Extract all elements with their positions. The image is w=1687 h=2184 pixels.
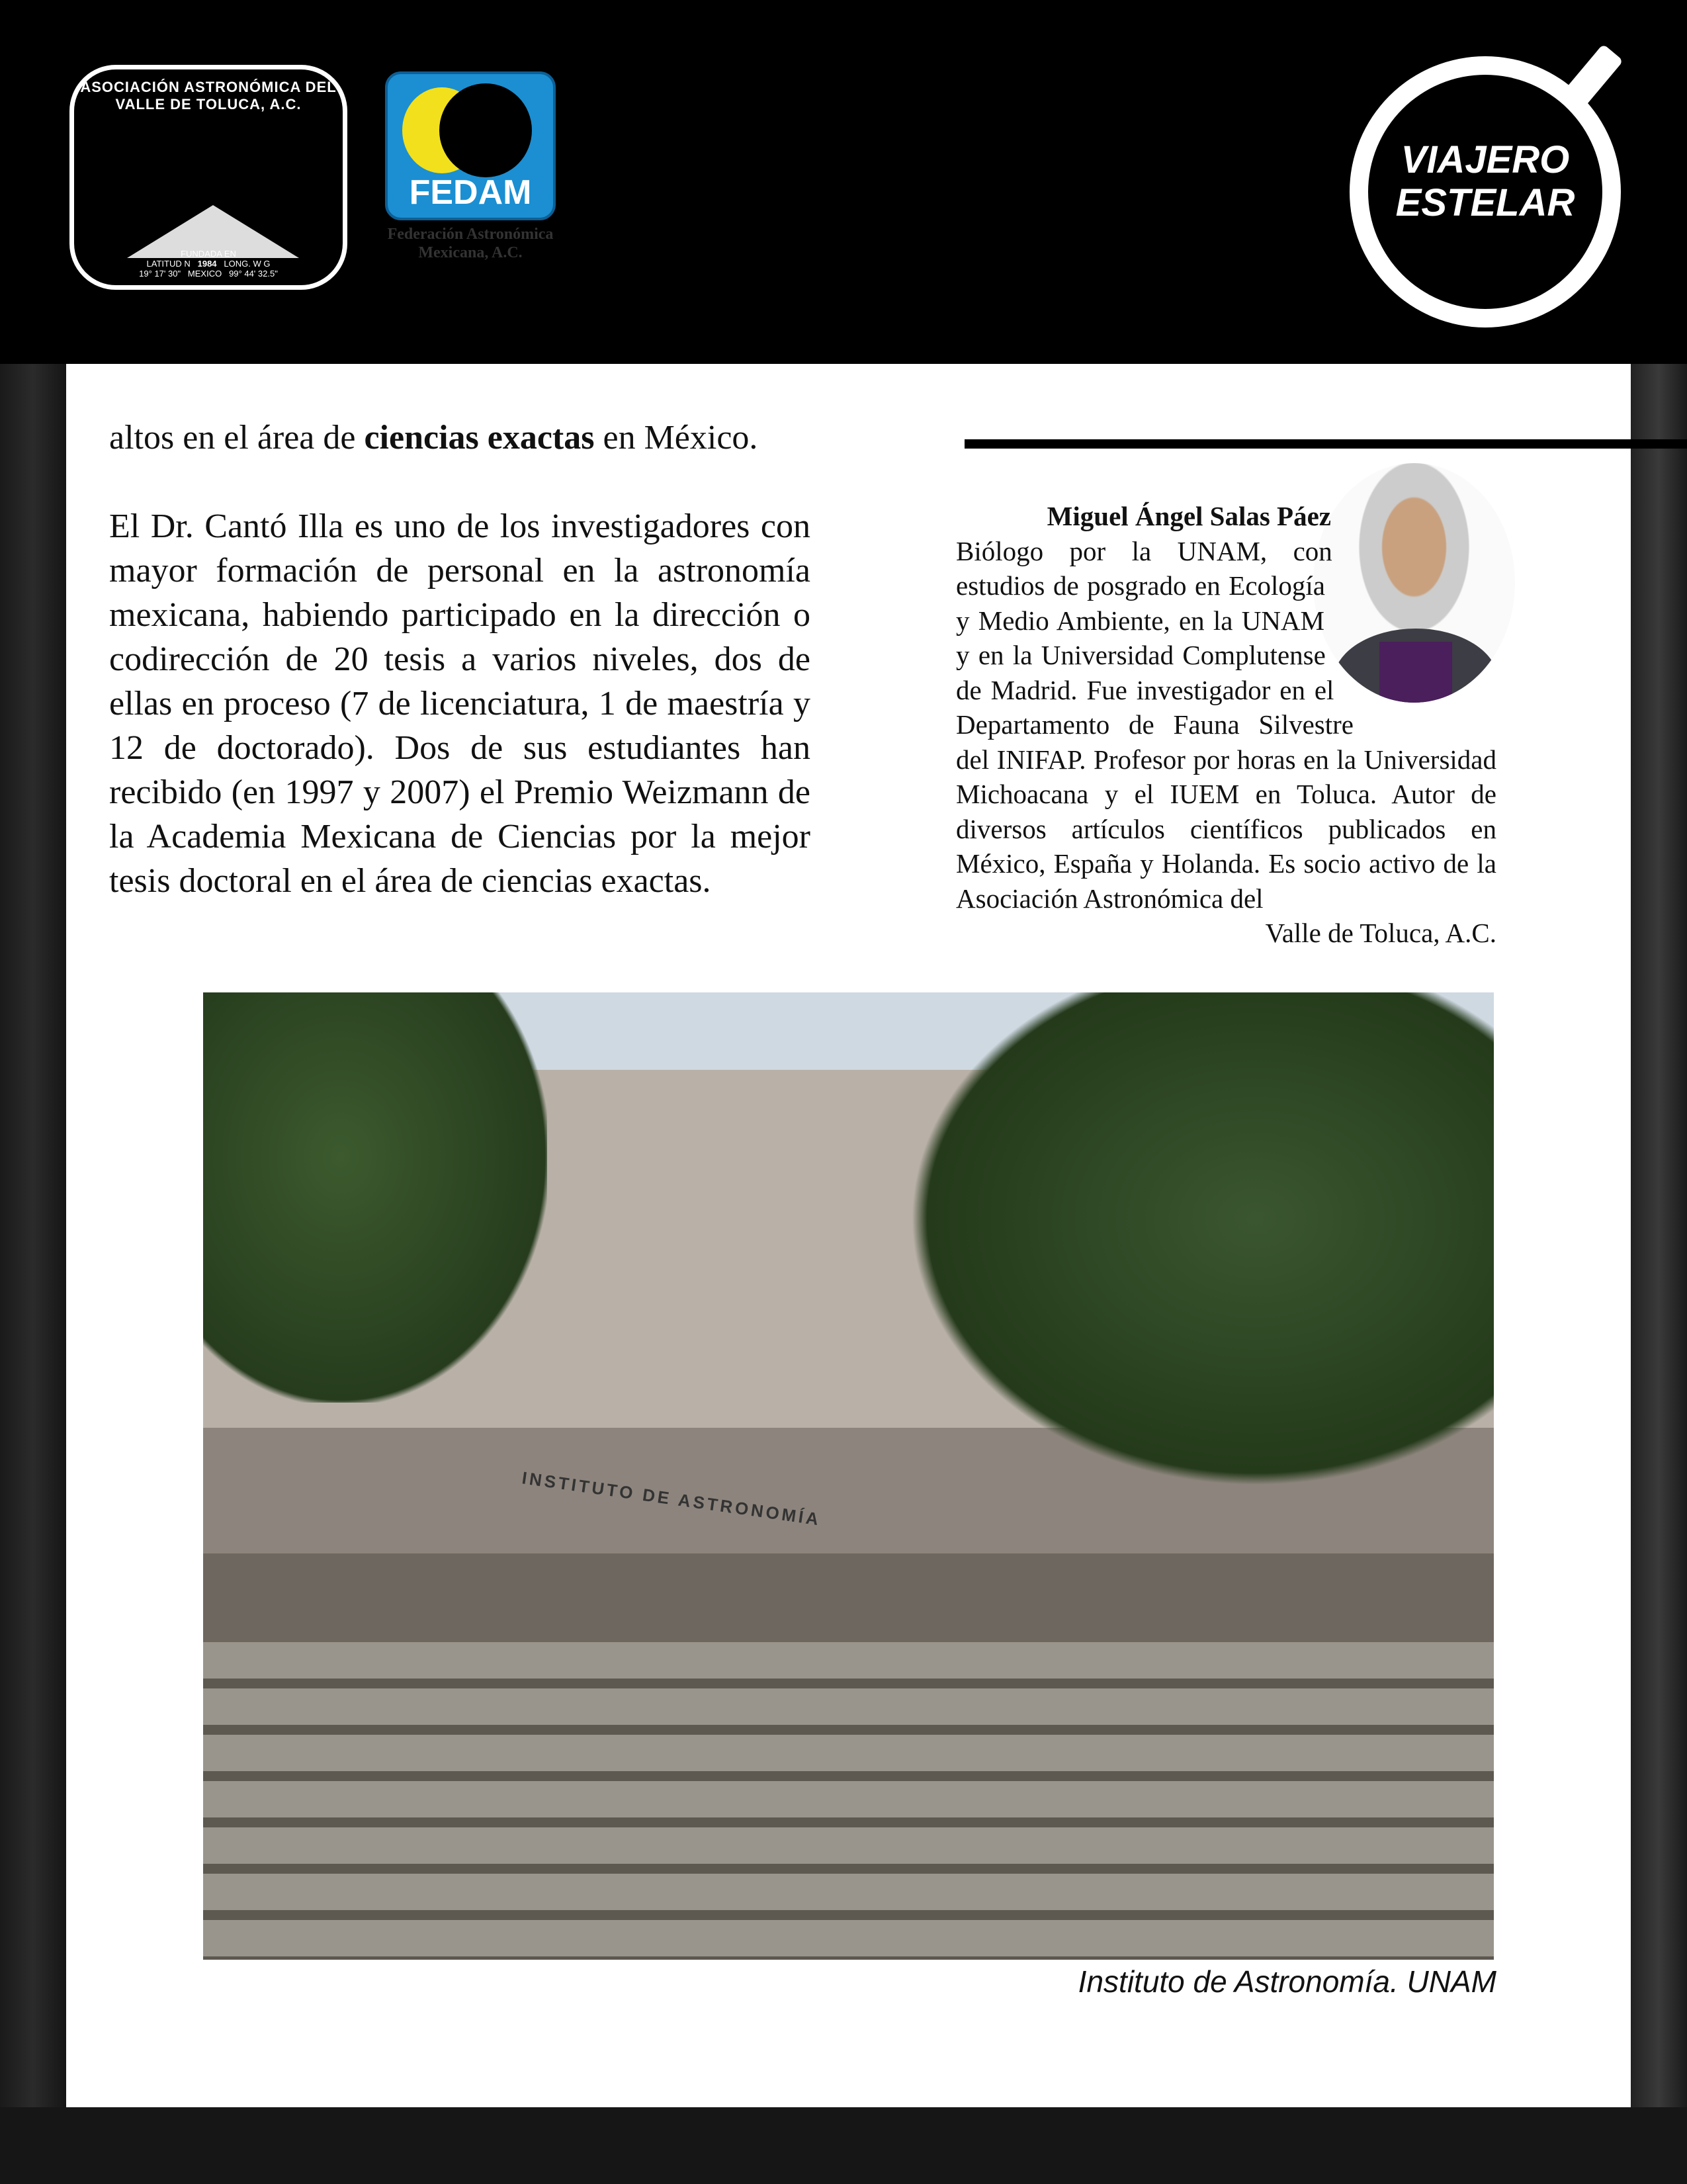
article-paragraph-1 <box>109 415 810 460</box>
fedam-name: FEDAM <box>409 173 532 212</box>
para1-bold: ciencias exactas <box>364 419 595 457</box>
author-bio <box>956 499 1496 951</box>
avt-logo-footer <box>74 249 343 279</box>
coords-row <box>74 259 343 269</box>
para1-text: altos en el área de <box>109 419 365 457</box>
logo-inner-circle <box>1368 75 1602 309</box>
author-bio-end: Valle de Toluca, A.C. <box>1265 918 1496 948</box>
photo-caption: Instituto de Astronomía. UNAM <box>1078 1964 1496 1999</box>
author-bio-text: Biólogo por la UNAM, con estudios de posgrado en Ecología y Medio Ambiente, en la UNAM y en la Universidad Complutense de Madrid. Fue investigador en el Departamento de Fauna Silvestre del INIFAP. Profesor por horas en la Universidad Michoacana y el IUEM en Toluca. Autor de diversos artículos científicos publicados en México, España y Holanda. Es socio activo de la Asociación Astronómica del <box>956 535 1496 914</box>
long-value: 99° 44' 32.5" <box>229 269 278 279</box>
fedam-logo <box>385 71 556 220</box>
left-border-decoration <box>0 364 66 2184</box>
stairs <box>203 1642 1494 1960</box>
country: MEXICO <box>187 269 222 279</box>
right-border-decoration <box>1631 364 1687 2184</box>
article-column <box>109 415 810 947</box>
founded-label: FUNDADA EN <box>181 249 236 259</box>
author-name: Miguel Ángel Salas Páez <box>1047 501 1331 531</box>
coords-values <box>74 269 343 279</box>
article-paragraph-2: El Dr. Cantó Illa es uno de los investigadores con mayor formación de personal en la astronomía mexicana, habiendo participado en la dirección o codirección de 20 tesis a varios niveles, dos de ellas en proceso (7 de licenciatura, 1 de maestría y 12 de doctorado). Dos de sus estudiantes han recibido (en 1997 y 2007) el Premio Weizmann de la Academia Mexicana de Ciencias por la mejor tesis doctoral en el área de ciencias exactas. <box>109 507 810 900</box>
lat-value: 19° 17' 30" <box>139 269 181 279</box>
portrait-wrap-spacer <box>1324 499 1496 737</box>
mexico-map-icon <box>439 83 532 177</box>
logo-line2: ESTELAR <box>1395 181 1575 224</box>
lat-label: LATITUD N <box>146 259 191 269</box>
founded-year: 1984 <box>197 259 217 269</box>
long-label: LONG. W G <box>224 259 271 269</box>
logo-line1: VIAJERO <box>1401 138 1570 181</box>
building-sign: INSTITUTO DE ASTRONOMÍA <box>521 1467 822 1530</box>
tree-left <box>203 992 547 1403</box>
fedam-subtitle: Federación Astronómica Mexicana, A.C. <box>387 226 554 261</box>
section-divider <box>965 439 1687 449</box>
viajero-estelar-logo <box>1350 56 1621 328</box>
avt-logo <box>69 65 347 290</box>
para1-end: en México. <box>594 419 758 457</box>
bottom-border-decoration <box>0 2107 1687 2184</box>
institute-photo <box>203 992 1494 1960</box>
avt-logo-arc-text: ASOCIACIÓN ASTRONÓMICA DEL VALLE DE TOLUCA, A.C. <box>80 79 337 112</box>
tree-right <box>898 992 1494 1495</box>
